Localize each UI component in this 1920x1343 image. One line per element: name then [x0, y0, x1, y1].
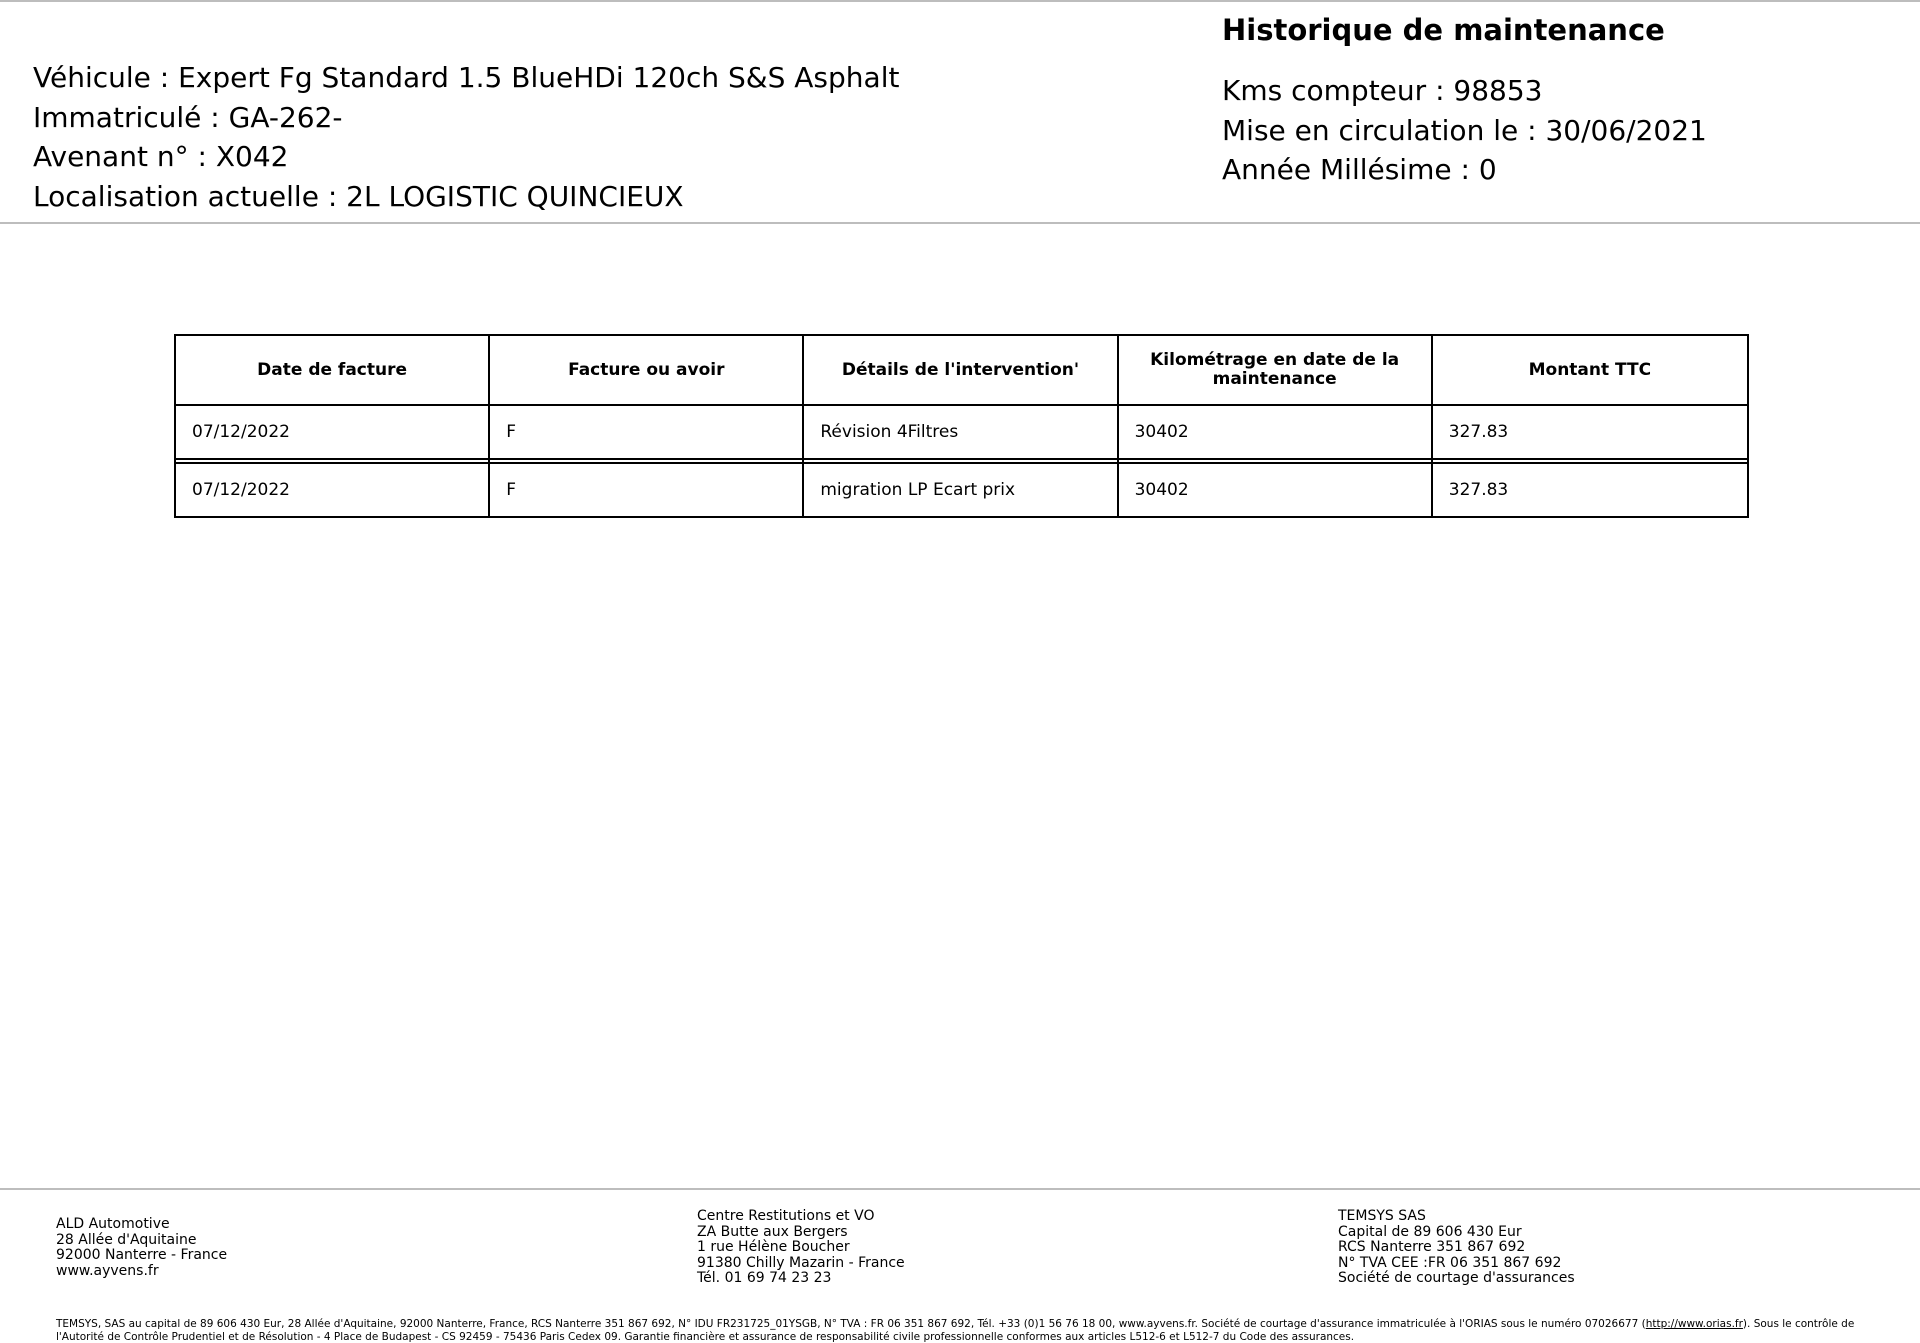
cell-amount: 327.83: [1448, 480, 1509, 500]
cell-invoice-type: F: [490, 406, 804, 460]
footer-line: 91380 Chilly Mazarin - France: [697, 1254, 905, 1271]
top-rule: [0, 0, 1920, 2]
orias-link[interactable]: http://www.orias.fr: [1645, 1318, 1743, 1330]
legal-text-start: TEMSYS, SAS au capital de 89 606 430 Eur, 28 Allée d'Aquitaine, 92000 Nanterre, France, RCS Nanterre 351 867 692, N° IDU FR231725_01YSGB, N° TVA : FR 06 351 867 692, Tél. +33 (0)1 56 76 18 00, www.ayvens.fr. Société de courtage d'assurance immatriculée à l'ORIAS sous le numéro 07026677 (: [56, 1318, 1646, 1330]
footer-legal-entity: [1338, 1209, 1575, 1287]
footer-line: 1 rue Hélène Boucher: [697, 1239, 850, 1255]
first-registration: Mise en circulation le : 30/06/2021: [1222, 113, 1707, 147]
maintenance-table: [174, 334, 1749, 518]
cell-invoice-date: 07/12/2022: [176, 464, 490, 516]
maintenance-table-wrapper: [174, 334, 1749, 518]
footer-restitution-center: [697, 1209, 905, 1287]
header-invoice-type: Facture ou avoir: [490, 336, 804, 406]
legal-notice: [56, 1318, 1866, 1343]
table-row: [176, 464, 1747, 516]
document-title: Historique de maintenance: [1222, 13, 1665, 47]
model-year: Année Millésime : 0: [1222, 153, 1497, 186]
vehicle-info: [33, 58, 899, 216]
table-row: [176, 406, 1747, 460]
vehicle-stats: [1222, 10, 1707, 190]
footer-line: Capital de 89 606 430 Eur: [1338, 1223, 1522, 1240]
cell-intervention-details: Révision 4Filtres: [804, 406, 1118, 460]
footer-line: 92000 Nanterre - France: [56, 1247, 228, 1263]
footer-rule: [0, 1188, 1920, 1190]
header-invoice-date: Date de facture: [176, 336, 490, 406]
cell-intervention-details: migration LP Ecart prix: [804, 464, 1118, 516]
odometer: Kms compteur : 98853: [1222, 74, 1543, 107]
legal-text-end: ). Sous le contrôle de l'Autorité de Contrôle Prudentiel et de Résolution - 4 Place de Budapest - CS 92459 - 75436 Paris Cedex 09. Garantie financière et assurance de responsabilité civile professionnelle conformes aux articles L512-6 et L512-7 du Code des assurances.: [56, 1318, 1855, 1343]
footer-line: ZA Butte aux Bergers: [697, 1223, 848, 1240]
footer-line: ALD Automotive: [56, 1216, 170, 1232]
header-intervention-details: Détails de l'intervention': [804, 336, 1118, 406]
cell-mileage: 30402: [1119, 406, 1433, 460]
header-rule: [0, 222, 1920, 224]
header-mileage: Kilométrage en date de la maintenance: [1119, 336, 1433, 406]
vehicle-model: Véhicule : Expert Fg Standard 1.5 BlueHDi 120ch S&S Asphalt: [33, 61, 900, 94]
header-amount: Montant TTC: [1433, 336, 1747, 406]
cell-mileage: 30402: [1119, 464, 1433, 516]
vehicle-registration: Immatriculé : GA-262-: [33, 100, 343, 134]
footer-line: N° TVA CEE :FR 06 351 867 692: [1338, 1254, 1562, 1271]
vehicle-amendment: Avenant n° : X042: [33, 140, 289, 173]
cell-amount: 327.83: [1433, 406, 1747, 460]
vehicle-location: Localisation actuelle : 2L LOGISTIC QUINCIEUX: [33, 179, 684, 213]
table-header-row: [176, 336, 1747, 406]
footer-website: www.ayvens.fr: [56, 1262, 159, 1279]
footer-line: Société de courtage d'assurances: [1338, 1270, 1575, 1286]
footer-line: Centre Restitutions et VO: [697, 1208, 875, 1224]
cell-invoice-type: F: [490, 464, 804, 516]
footer-line: TEMSYS SAS: [1338, 1208, 1426, 1224]
footer-line: 28 Allée d'Aquitaine: [56, 1231, 197, 1248]
cell-invoice-date: 07/12/2022: [176, 406, 490, 460]
footer-company-address: [56, 1217, 227, 1279]
footer-line: RCS Nanterre 351 867 692: [1338, 1239, 1526, 1255]
footer-phone: Tél. 01 69 74 23 23: [697, 1270, 832, 1286]
